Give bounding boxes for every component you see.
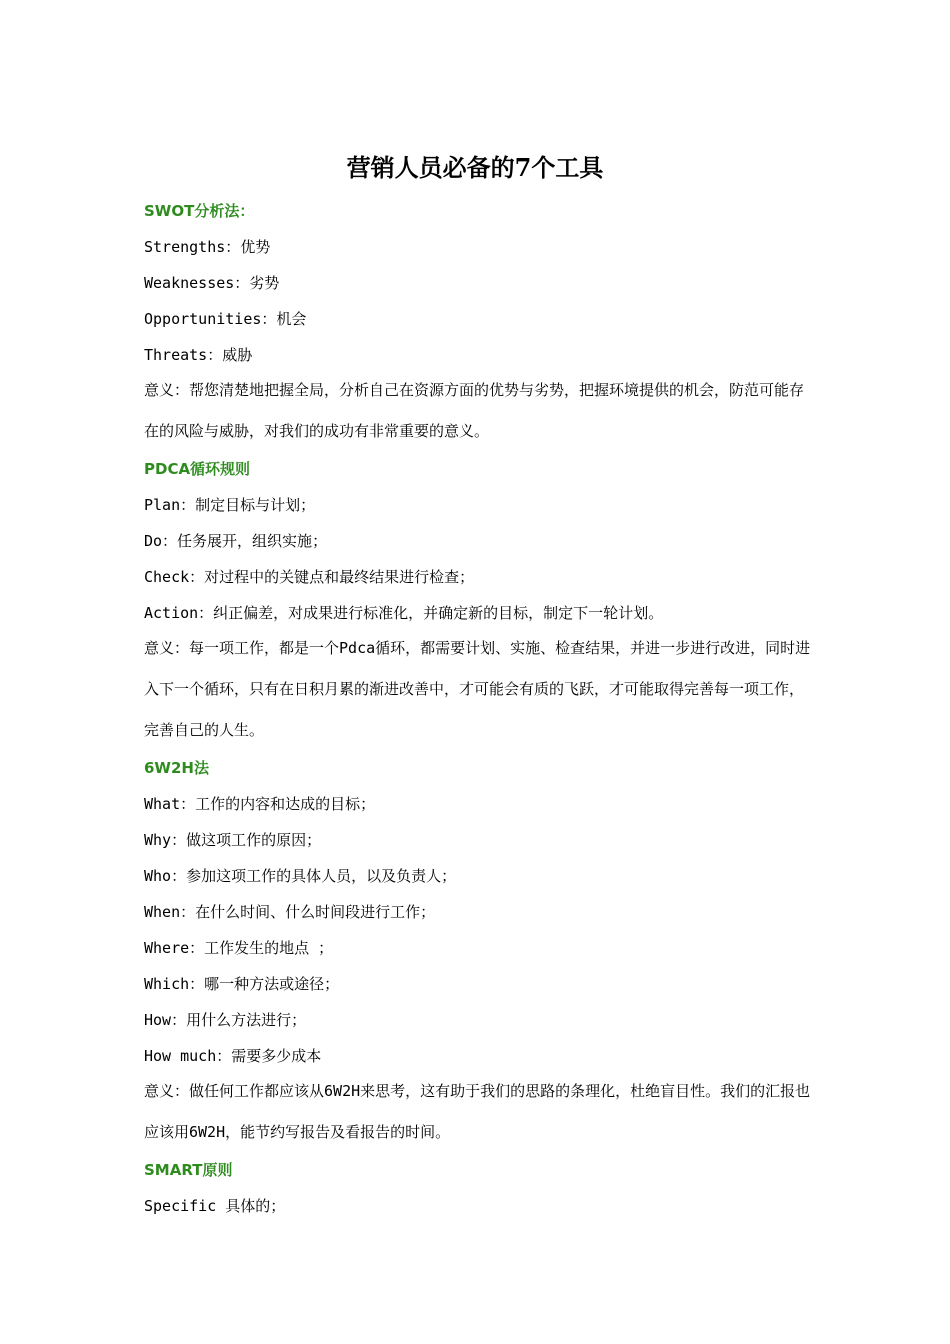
text-line: Where：工作发生的地点 ； xyxy=(144,939,334,957)
meaning-paragraph: 意义：每一项工作，都是一个Pdca循环，都需要计划、实施、检查结果，并进一步进行改进，同时进入下一个循环，只有在日积月累的渐进改善中，才可能会有质的飞跃，才可能取得完善每一项工作，完善自己的人生。 xyxy=(144,639,811,739)
text-line: Specific 具体的； xyxy=(144,1197,286,1215)
section-heading: 6W2H法 xyxy=(144,759,209,777)
text-line: Who：参加这项工作的具体人员，以及负责人； xyxy=(144,867,457,885)
meaning-paragraph: 意义：帮您清楚地把握全局，分析自己在资源方面的优势与劣势，把握环境提供的机会，防范可能存在的风险与威胁，对我们的成功有非常重要的意义。 xyxy=(144,381,805,440)
text-line: When：在什么时间、什么时间段进行工作； xyxy=(144,903,436,921)
section-heading: SWOT分析法： xyxy=(144,202,255,220)
text-line: How much：需要多少成本 xyxy=(144,1047,322,1065)
page-title: 营销人员必备的7个工具 xyxy=(346,153,604,182)
text-line: Why：做这项工作的原因； xyxy=(144,831,322,849)
text-line: Plan：制定目标与计划； xyxy=(144,496,316,514)
section-heading: PDCA循环规则 xyxy=(144,460,251,478)
section-6w2h xyxy=(144,755,814,1153)
text-line: Threats：威胁 xyxy=(144,346,253,364)
section-smart xyxy=(144,1157,814,1229)
text-line: Action：纠正偏差，对成果进行标准化，并确定新的目标，制定下一轮计划。 xyxy=(144,604,664,622)
text-line: How：用什么方法进行； xyxy=(144,1011,307,1029)
document-body xyxy=(144,198,814,1229)
section-heading: SMART原则 xyxy=(144,1161,233,1179)
text-line: What：工作的内容和达成的目标； xyxy=(144,795,376,813)
text-line: Weaknesses：劣势 xyxy=(144,274,280,292)
section-pdca xyxy=(144,456,814,751)
text-line: Opportunities：机会 xyxy=(144,310,307,328)
section-swot xyxy=(144,198,814,452)
text-line: Which：哪一种方法或途径； xyxy=(144,975,340,993)
text-line: Strengths：优势 xyxy=(144,238,271,256)
text-line: Check：对过程中的关键点和最终结果进行检查； xyxy=(144,568,475,586)
text-line: Do：任务展开，组织实施； xyxy=(144,532,328,550)
meaning-paragraph: 意义：做任何工作都应该从6W2H来思考，这有助于我们的思路的条理化，杜绝盲目性。我们的汇报也应该用6W2H，能节约写报告及看报告的时间。 xyxy=(144,1082,811,1141)
